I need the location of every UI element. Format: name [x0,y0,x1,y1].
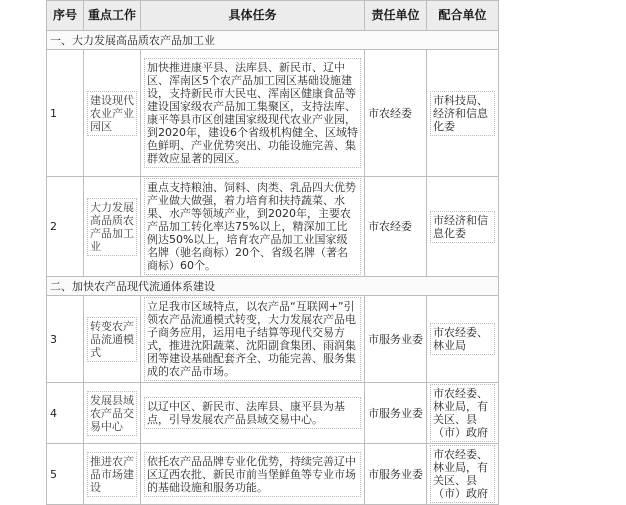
row-task [141,296,365,383]
coop-text: 市农经委、林业局，有关区、县（市）政府 [430,445,495,503]
work-text: 转变农产品流通模式 [87,317,137,362]
work-text: 大力发展高品质农产品加工业 [87,198,137,256]
header-row [47,1,499,31]
table-row [47,444,499,505]
header-work: 重点工作 [84,1,141,31]
header-num: 序号 [47,1,84,31]
row-work [84,296,141,383]
row-resp: 市服务业委 [365,296,427,383]
row-work [84,444,141,505]
table-row [47,177,499,277]
row-num: 4 [47,383,84,444]
section-row [47,277,499,296]
row-task [141,50,365,177]
row-coop [427,444,499,505]
row-num: 3 [47,296,84,383]
row-work [84,50,141,177]
row-num: 2 [47,177,84,277]
table-row [47,383,499,444]
row-work [84,383,141,444]
coop-text: 市经济和信息化委 [430,211,495,243]
task-table [46,0,499,505]
coop-text: 市农经委、林业局 [430,323,495,355]
section-title: 二、加快农产品现代流通体系建设 [47,277,499,296]
row-task [141,444,365,505]
coop-text: 市农经委、林业局，有关区、县（市）政府 [430,384,495,442]
work-text: 推进农产品市场建设 [87,452,137,497]
row-resp: 市农经委 [365,177,427,277]
row-work [84,177,141,277]
section-title: 一、大力发展高品质农产品加工业 [47,31,499,50]
header-coop: 配合单位 [427,1,499,31]
header-task: 具体任务 [141,1,365,31]
row-resp: 市服务业委 [365,444,427,505]
task-text: 立足我市区域特点，以农产品“互联网+”引领农产品流通模式转变，大力发展农产品电子商务应用，运用电子结算等现代交易方式，推进沈阳蔬菜、沈阳副食集团、雨润集团等建设基础配套齐全、功能完善、服务集成的农产品市场。 [144,297,361,381]
task-text: 加快推进康平县、法库县、新民市、辽中区、浑南区5个农产品加工园区基础设施建设，支持新民市大民屯、浑南区健康食品等建设国家级农产品加工集聚区，支持法库、康平等县市区创建国家级现代农业产业园，到2020年，建设6个省级机构健全、区域特色鲜明、产业优势突出、功能设施完善、集群效应显著的园区。 [144,58,361,168]
section-row [47,31,499,50]
row-resp: 市农经委 [365,50,427,177]
task-text: 依托农产品品牌专业化优势，持续完善辽中区辽西农批、新民市前当堡鲜鱼等专业市场的基础设施和服务功能。 [144,452,361,497]
row-task [141,383,365,444]
header-resp: 责任单位 [365,1,427,31]
table-row [47,296,499,383]
row-num: 5 [47,444,84,505]
task-text: 重点支持粮油、饲料、肉类、乳品四大优势产业做大做强，着力培育和扶持蔬菜、水果、水产等领域产业，到2020年，主要农产品加工转化率达75%以上，精深加工比例达50%以上，培育农产品加工业国家级名牌（驰名商标）20个、省级名牌（著名商标）60个。 [144,178,361,275]
row-coop [427,50,499,177]
row-coop [427,177,499,277]
work-text: 建设现代农业产业园区 [87,91,137,136]
work-text: 发展县域农产品交易中心 [87,391,137,436]
row-num: 1 [47,50,84,177]
row-coop [427,383,499,444]
row-task [141,177,365,277]
coop-text: 市科技局、经济和信息化委 [430,91,495,136]
table-row [47,50,499,177]
task-text: 以辽中区、新民市、法库县、康平县为基点，引导发展农产品县域交易中心。 [144,397,361,429]
row-resp: 市服务业委 [365,383,427,444]
row-coop [427,296,499,383]
